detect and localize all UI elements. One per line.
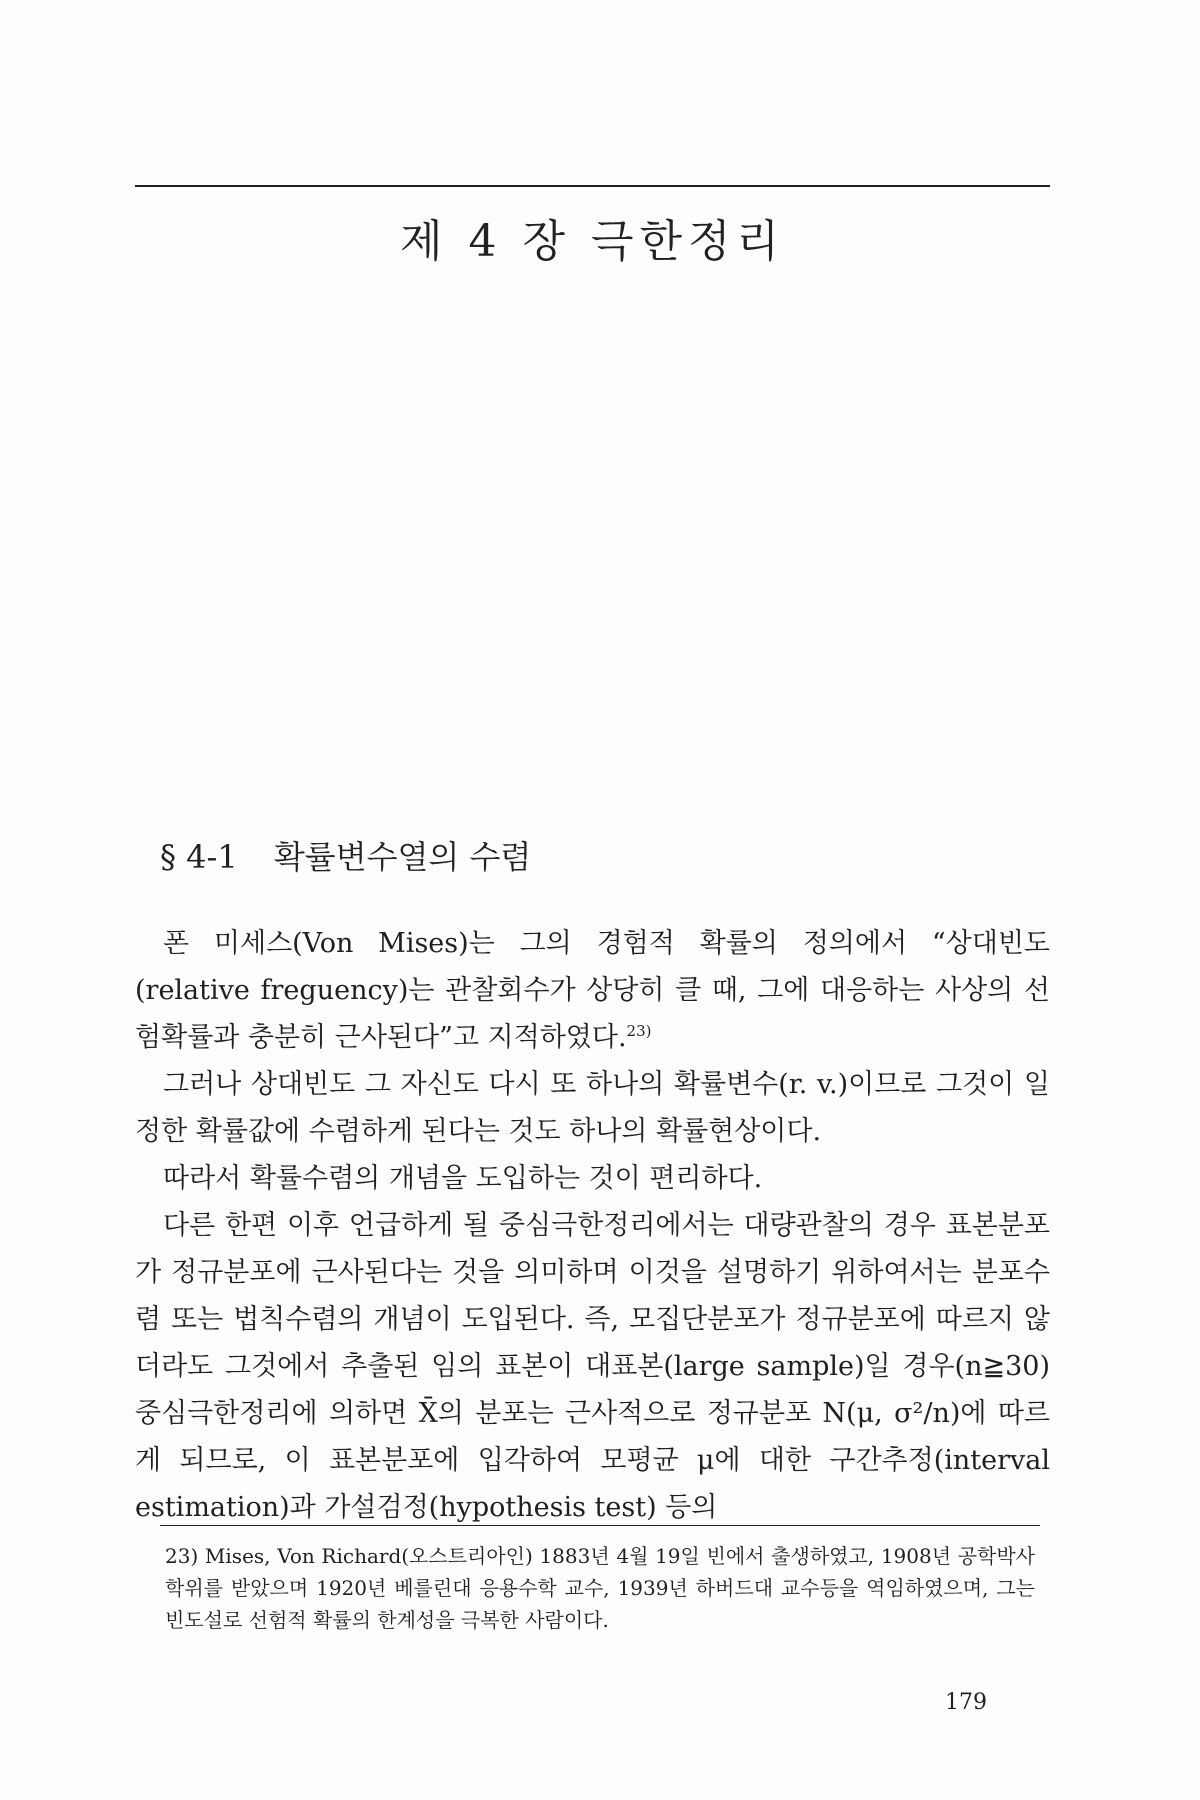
paragraph bbox=[135, 920, 1050, 1061]
footnote: 23) Mises, Von Richard(오스트리아인) 1883년 4월 19일 빈에서 출생하였고, 1908년 공학박사 학위를 받았으며 1920년 베를린대 응용수학 교수, 1939년 하버드대 교수등을 역임하였으며, 그는 빈도설로 선험적 확률의 한계성을 극복한 사람이다. bbox=[165, 1544, 1035, 1632]
section-heading bbox=[160, 832, 531, 878]
footnote-rule bbox=[160, 1525, 1040, 1526]
paragraph-text: 폰 미세스(Von Mises)는 그의 경험적 확률의 정의에서 “상대빈도(relative freguency)는 관찰회수가 상당히 클 때, 그에 대응하는 사상의 선험확률과 충분히 근사된다”고 지적하였다. bbox=[135, 928, 1050, 1053]
footnote-reference: 23) bbox=[626, 1022, 652, 1040]
chapter-title: 제 4 장 극한정리 bbox=[400, 216, 785, 267]
page-number: 179 bbox=[945, 1690, 987, 1715]
paragraph: 그러나 상대빈도 그 자신도 다시 또 하나의 확률변수(r. v.)이므로 그것이 일정한 확률값에 수렴하게 된다는 것도 하나의 확률현상이다. bbox=[135, 1069, 1050, 1147]
body-text bbox=[135, 920, 1050, 1531]
paragraph: 다른 한편 이후 언급하게 될 중심극한정리에서는 대량관찰의 경우 표본분포가 정규분포에 근사된다는 것을 의미하며 이것을 설명하기 위하여서는 분포수렴 또는 법칙수렴의 개념이 도입된다. 즉, 모집단분포가 정규분포에 따르지 않더라도 그것에서 추출된 임의 표본이 대표본(large sample)일 경우(n≧30) 중심극한정리에 의하면 X̄의 분포는 근사적으로 정규분포 N(μ, σ²/n)에 따르게 되므로, 이 표본분포에 입각하여 모평균 μ에 대한 구간추정(interval estimation)과 가설검정(hypothesis test) 등의 bbox=[135, 1210, 1050, 1523]
paragraph: 따라서 확률수렴의 개념을 도입하는 것이 편리하다. bbox=[163, 1163, 763, 1194]
section-title: 확률변수열의 수렴 bbox=[273, 838, 532, 876]
section-number: § 4-1 bbox=[160, 838, 238, 876]
chapter-top-rule bbox=[135, 185, 1050, 187]
